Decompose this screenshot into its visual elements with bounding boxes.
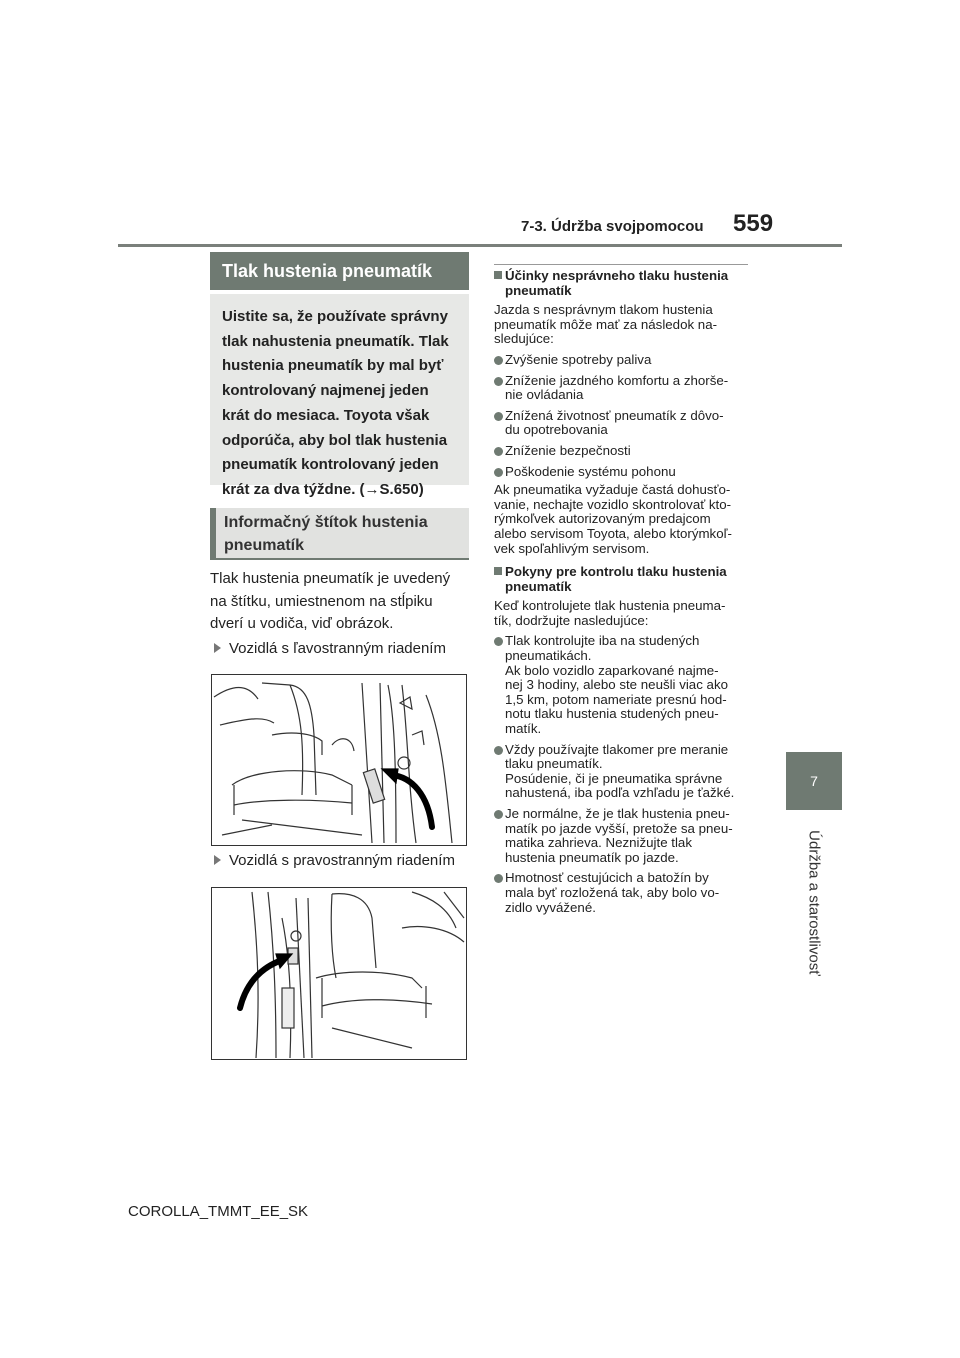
heading-info-label [210, 508, 469, 560]
chapter-tab [786, 752, 842, 810]
list-item: Tlak kontrolujte iba na studených pneumatikách. Ak bolo vozidlo zaparkované najme- nej 3 hodiny, alebo ste neušli viac ako 1,5 km, potom nameriate presnú hod- notu tlaku hustenia studených pneu- matík. [494, 634, 749, 736]
model-code: COROLLA_TMMT_EE_SK [128, 1203, 309, 1220]
body-line: na štítku, umiestnenom na stĺpiku [210, 592, 433, 610]
intro-line: odporúča, aby bol tlak hustenia [222, 431, 448, 449]
list-item: Zníženie bezpečnosti [494, 444, 749, 459]
intro-line: krát za dva týždne. (→S.650) [222, 480, 424, 498]
figure-lhd [211, 674, 467, 846]
subheading-rhd: Vozidlá s pravostranným riadením [210, 852, 455, 869]
effects-outro: Ak pneumatika vyžaduje častá dohusťo- vanie, nechajte vozidlo skontrolovať kto- rýmkoľvek autorizovaným predajcom alebo servisom Toyota, alebo ktorýmkoľ- vek spoľahlivým servisom. [494, 482, 732, 556]
info-label-text [210, 568, 472, 636]
chapter-number: 7 [810, 773, 818, 789]
effects-title: Účinky nesprávneho tlaku hustenia pneumatík [494, 269, 749, 298]
body-line: dverí u vodiča, viď obrázok. [210, 615, 394, 632]
square-bullet-icon [494, 271, 502, 279]
body-line: Tlak hustenia pneumatík je uvedený [210, 570, 451, 587]
triangle-icon [214, 643, 221, 653]
instructions-intro: Keď kontrolujete tlak hustenia pneuma- tík, dodržujte nasledujúce: [494, 598, 726, 628]
figure-rhd [211, 887, 467, 1060]
subheading-lhd: Vozidlá s ľavostranným riadením [210, 640, 446, 657]
intro-line: krát do mesiaca. Toyota však [222, 406, 430, 424]
section-rule [494, 264, 748, 265]
intro-line: Uistite sa, že používate správny [222, 308, 448, 325]
chapter-label: Údržba a starostlivosť [805, 829, 823, 976]
instructions-title: Pokyny pre kontrolu tlaku hustenia pneumatík [494, 565, 749, 594]
list-item: Vždy používajte tlakomer pre meranie tlaku pneumatík. Posúdenie, či je pneumatika správne nahustená, iba podľa vzhľadu je ťažké. [494, 743, 749, 801]
list-item: Hmotnosť cestujúcich a batožín by mala byť rozložená tak, aby bolo vo- zidlo vyvážené. [494, 871, 749, 915]
list-item: Zníženie jazdného komfortu a zhorše- nie ovládania [494, 374, 749, 403]
intro-box [210, 294, 469, 498]
triangle-icon [214, 855, 221, 865]
page-number: 559 [733, 210, 774, 237]
section-title: 7-3. Údržba svojpomocou [521, 218, 704, 235]
list-item: Poškodenie systému pohonu [494, 465, 749, 480]
list-item: Znížená životnosť pneumatík z dôvo- du opotrebovania [494, 409, 749, 438]
list-item: Zvýšenie spotreby paliva [494, 353, 749, 368]
intro-line: pneumatík kontrolovaný jeden [222, 456, 439, 474]
effects-intro: Jazda s nesprávnym tlakom hustenia pneumatík môže mať za následok na- sledujúce: [494, 302, 718, 347]
square-bullet-icon [494, 567, 502, 575]
intro-line: hustenia pneumatík by mal byť [222, 357, 444, 375]
right-column [494, 269, 749, 915]
intro-line: kontrolovaný najmenej jeden [222, 382, 429, 400]
heading-line: pneumatík [224, 537, 305, 554]
heading-line: Informačný štítok hustenia [224, 514, 428, 531]
list-item: Je normálne, že je tlak hustenia pneu- matík po jazde vyšší, pretože sa pneu- matika zahrieva. Neznižujte tlak hustenia pneumatík po jazde. [494, 807, 749, 865]
intro-line: tlak nahustenia pneumatík. Tlak [222, 332, 449, 350]
header-rule [118, 244, 842, 247]
heading-tire-pressure: Tlak hustenia pneumatík [210, 252, 469, 290]
